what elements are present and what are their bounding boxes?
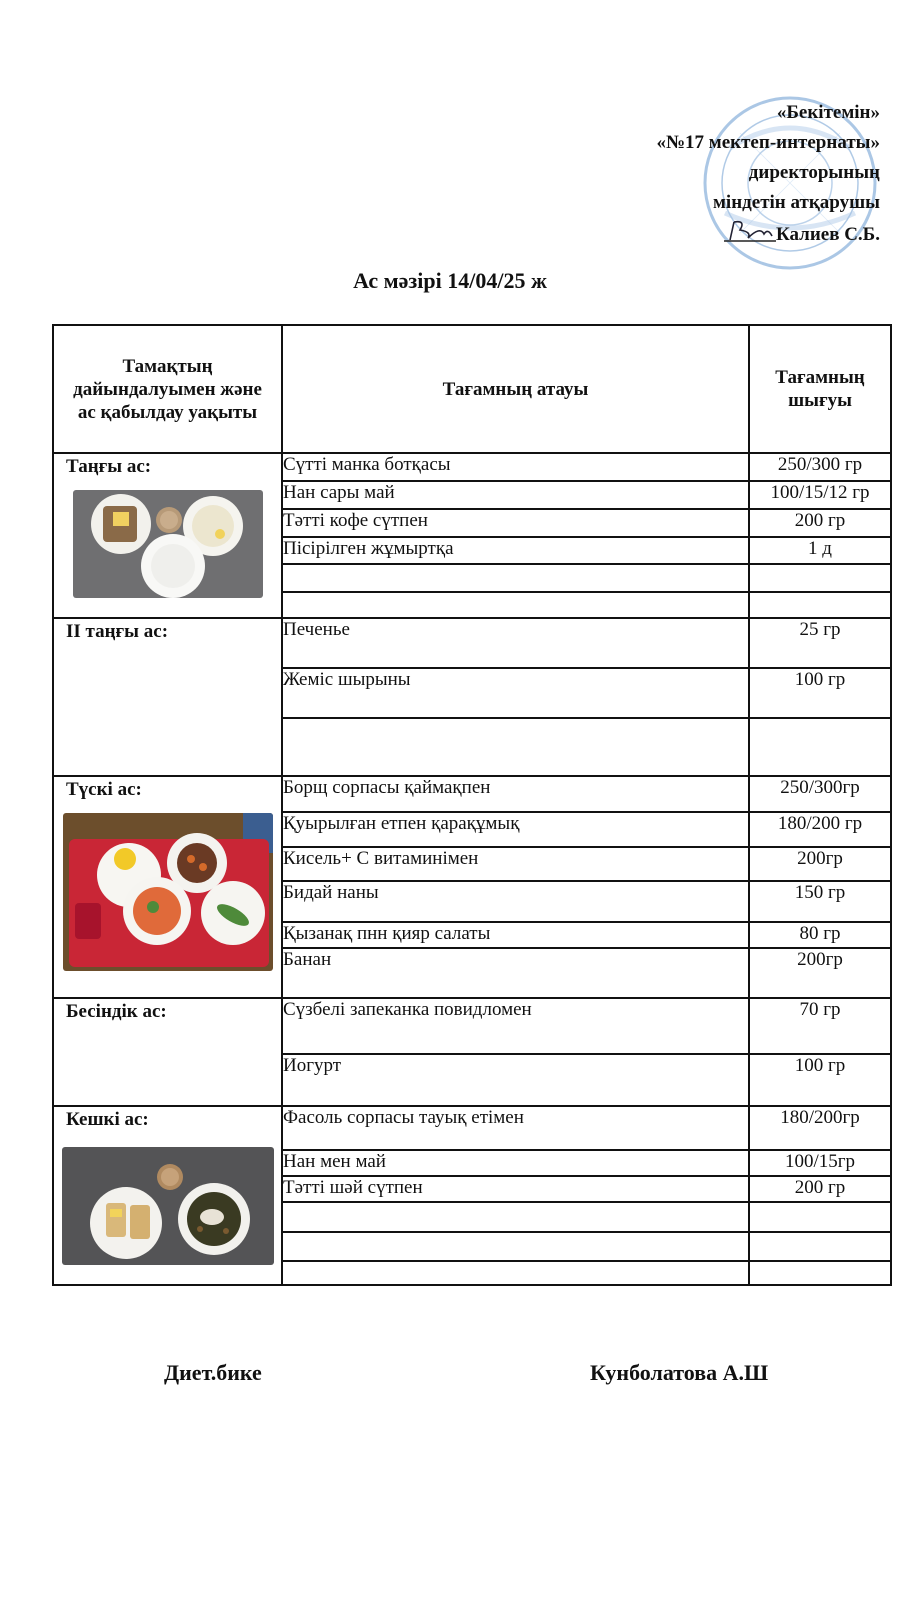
portion: 200 гр <box>749 1176 891 1202</box>
dish-name: Иогурт <box>282 1054 749 1106</box>
portion: 250/300 гр <box>749 453 891 481</box>
meal-cell-breakfast <box>53 453 282 618</box>
dish-name <box>282 718 749 776</box>
dietitian-name: Кунболатова А.Ш <box>590 1360 769 1385</box>
table-row <box>53 998 891 1054</box>
portion: 70 гр <box>749 998 891 1054</box>
dish-name: Қызанақ пнн қияр салаты <box>282 922 749 948</box>
approval-line-2: «№17 мектеп-интернаты» <box>656 132 880 153</box>
dish-name: Жеміс шырыны <box>282 668 749 718</box>
portion: 150 гр <box>749 881 891 922</box>
dish-name <box>282 564 749 592</box>
menu-table <box>52 324 892 1286</box>
meal-name: Түскі ас: <box>66 779 142 800</box>
portion: 250/300гр <box>749 776 891 812</box>
portion: 100 гр <box>749 668 891 718</box>
portion: 100/15гр <box>749 1150 891 1176</box>
meal-cell-dinner <box>53 1106 282 1285</box>
dish-name: Печенье <box>282 618 749 668</box>
meal-cell-lunch <box>53 776 282 998</box>
approval-block <box>550 98 880 250</box>
dish-name: Нан мен май <box>282 1150 749 1176</box>
breakfast-photo <box>73 490 263 598</box>
header-portion: Тағамның шығуы <box>749 325 891 453</box>
portion <box>749 718 891 776</box>
table-header-row <box>53 325 891 453</box>
portion: 100 гр <box>749 1054 891 1106</box>
portion: 200гр <box>749 948 891 998</box>
dish-name: Тәтті кофе сүтпен <box>282 509 749 537</box>
portion: 25 гр <box>749 618 891 668</box>
dish-name: Қуырылған етпен қарақұмық <box>282 812 749 847</box>
portion: 100/15/12 гр <box>749 481 891 509</box>
dietitian-label: Диет.бике <box>164 1360 262 1385</box>
dish-name: Кисель+ С витаминімен <box>282 847 749 881</box>
dish-name: Борщ сорпасы қаймақпен <box>282 776 749 812</box>
dish-name: Банан <box>282 948 749 998</box>
meal-cell-afternoon-snack <box>53 998 282 1106</box>
table-row <box>53 1106 891 1150</box>
portion: 180/200 гр <box>749 812 891 847</box>
dish-name: Тәтті шәй сүтпен <box>282 1176 749 1202</box>
approval-line-5 <box>550 218 880 250</box>
meal-name: Кешкі ас: <box>66 1109 149 1130</box>
portion: 80 гр <box>749 922 891 948</box>
meal-cell-second-breakfast <box>53 618 282 776</box>
portion <box>749 592 891 618</box>
meal-name: ІІ таңғы ас: <box>66 621 169 642</box>
portion: 200 гр <box>749 509 891 537</box>
dinner-photo <box>62 1147 274 1265</box>
table-row <box>53 776 891 812</box>
dish-name <box>282 1202 749 1232</box>
approval-line-1: «Бекітемін» <box>776 102 880 123</box>
portion: 180/200гр <box>749 1106 891 1150</box>
portion: 200гр <box>749 847 891 881</box>
dish-name <box>282 592 749 618</box>
portion: 1 д <box>749 537 891 564</box>
dish-name: Пісірілген жұмыртқа <box>282 537 749 564</box>
signature <box>724 218 776 244</box>
header-meal-time: Тамақтың дайындалуымен және ас қабылдау уақыты <box>53 325 282 453</box>
dish-name <box>282 1232 749 1261</box>
table-row <box>53 618 891 668</box>
dish-name: Нан сары май <box>282 481 749 509</box>
lunch-photo <box>63 813 273 971</box>
table-row <box>53 453 891 481</box>
meal-name: Бесіндік ас: <box>66 1001 167 1022</box>
portion <box>749 1261 891 1285</box>
approver-name: Калиев С.Б. <box>775 224 880 245</box>
approval-line-3: директорының <box>748 162 880 183</box>
dish-name: Сүзбелі запеканка повидломен <box>282 998 749 1054</box>
dish-name: Сүтті манка ботқасы <box>282 453 749 481</box>
dish-name <box>282 1261 749 1285</box>
meal-name: Таңғы ас: <box>66 456 152 477</box>
approval-line-4: міндетін атқарушы <box>712 192 880 213</box>
dish-name: Фасоль сорпасы тауық етімен <box>282 1106 749 1150</box>
portion <box>749 1232 891 1261</box>
header-dish-name: Тағамның атауы <box>282 325 749 453</box>
portion <box>749 564 891 592</box>
page-title: Ас мәзірі 14/04/25 ж <box>353 268 547 293</box>
portion <box>749 1202 891 1232</box>
dish-name: Бидай наны <box>282 881 749 922</box>
